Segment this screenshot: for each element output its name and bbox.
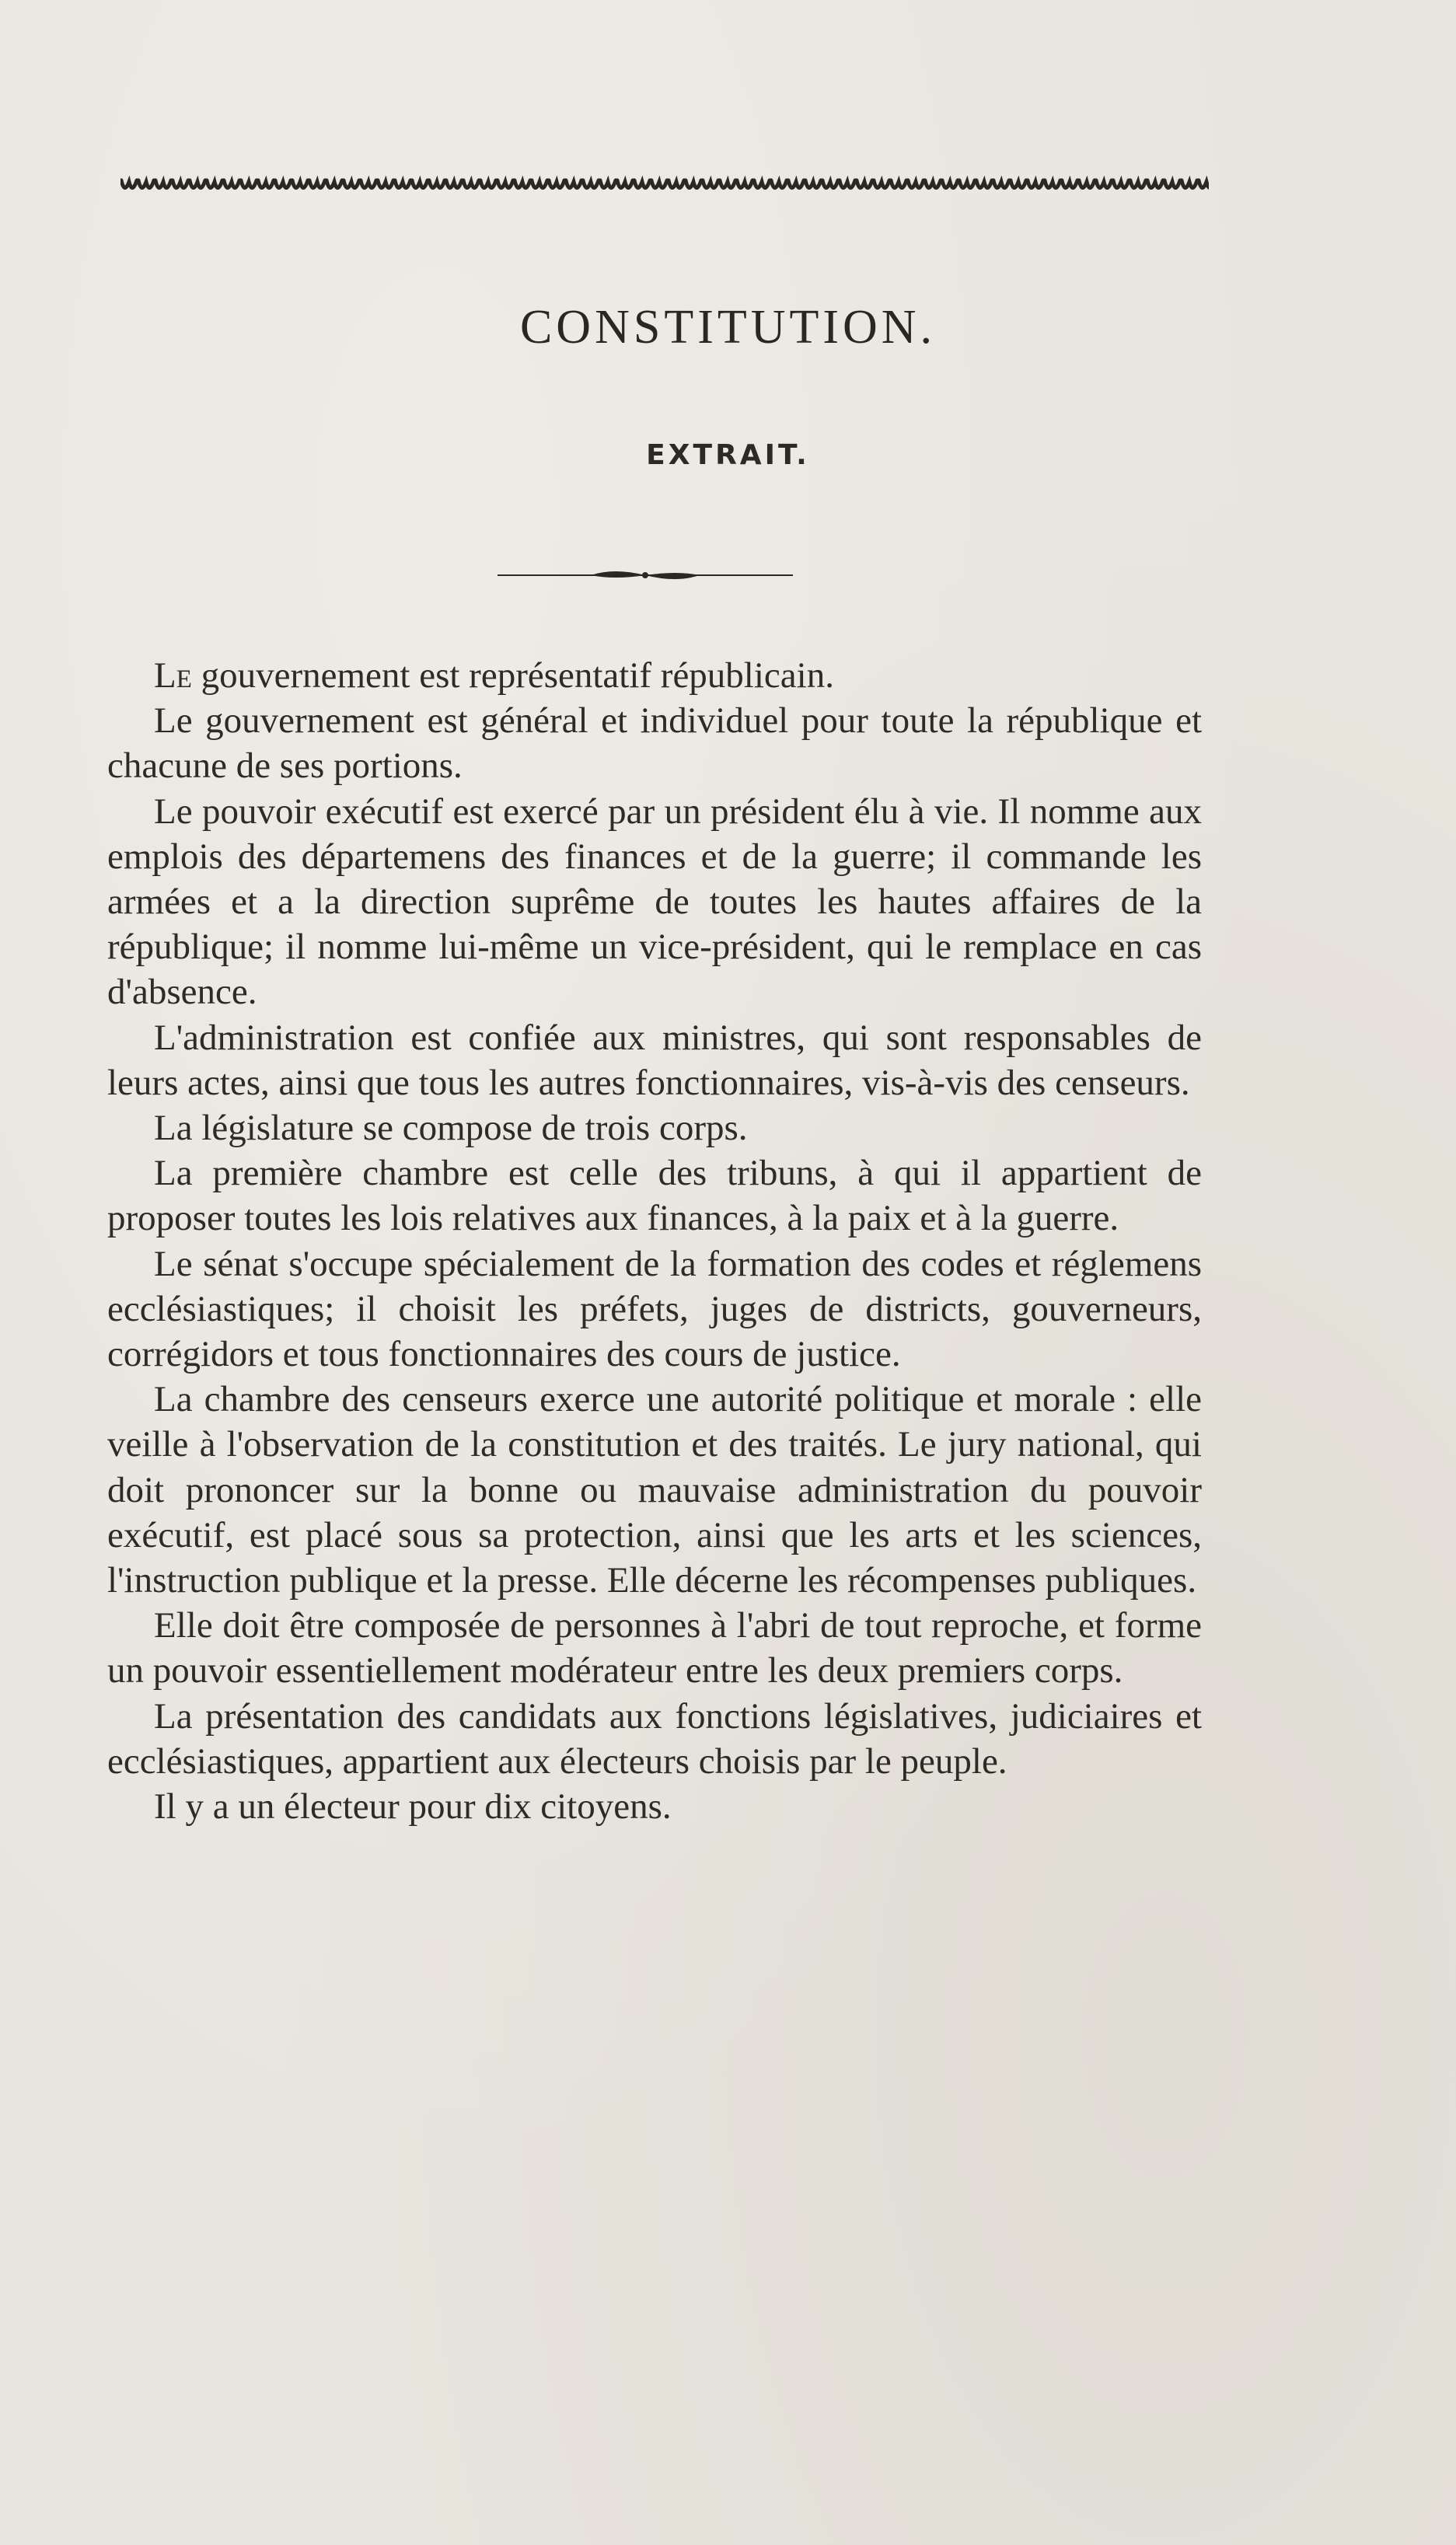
ornamental-border	[120, 176, 1209, 199]
paragraph-11: Il y a un électeur pour dix citoyens.	[154, 1786, 672, 1828]
paragraph-text: gouvernement est représentatif républicain.	[191, 655, 834, 696]
paragraph-5: La législature se compose de trois corps.	[154, 1108, 748, 1149]
paragraph-9: Elle doit être composée de personnes à l'abri de tout reproche, et forme un pouvoir essentiellement modérateur entre les deux premiers corps.	[107, 1605, 1202, 1691]
page-title: CONSTITUTION.	[519, 301, 937, 354]
paragraph-4: L'administration est confiée aux ministres, qui sont responsables de leurs actes, ainsi que tous les autres fonctionnaires, vis-à-vis des censeurs.	[107, 1017, 1202, 1103]
paragraph-7: Le sénat s'occupe spécialement de la formation des codes et réglemens ecclésiastiques; il choisit les préfets, juges de districts, gouverneurs, corrégidors et tous fonctionnaires des cours de justice.	[107, 1243, 1202, 1375]
section-subtitle: EXTRAIT.	[646, 439, 810, 471]
paragraph-10: La présentation des candidats aux fonctions législatives, judiciaires et ecclésiastiques, appartient aux électeurs choisis par le peuple.	[107, 1695, 1202, 1782]
paragraph-1	[107, 653, 1202, 698]
paragraph-8: La chambre des censeurs exerce une autorité politique et morale : elle veille à l'observation de la constitution et des traités. Le jury national, qui doit prononcer sur la bonne ou mauvaise administration du pouvoir exécutif, est placé sous sa protection, ainsi que les arts et les sciences, l'instruction publique et la presse. Elle décerne les récompenses publiques.	[107, 1379, 1202, 1601]
paragraph-3: Le pouvoir exécutif est exercé par un président élu à vie. Il nomme aux emplois des départemens des finances et de la guerre; il commande les armées et a la direction suprême de toutes les hautes affaires de la république; il nomme lui-même un vice-président, qui le remplace en cas d'absence.	[107, 791, 1202, 1013]
decorative-rule	[498, 567, 793, 583]
lead-word: Le	[154, 655, 192, 696]
paragraph-2: Le gouvernement est général et individuel pour toute la république et chacune de ses portions.	[107, 700, 1202, 787]
body-text	[107, 653, 1202, 1829]
paragraph-6: La première chambre est celle des tribuns, à qui il appartient de proposer toutes les lois relatives aux finances, à la paix et à la guerre.	[107, 1153, 1202, 1239]
